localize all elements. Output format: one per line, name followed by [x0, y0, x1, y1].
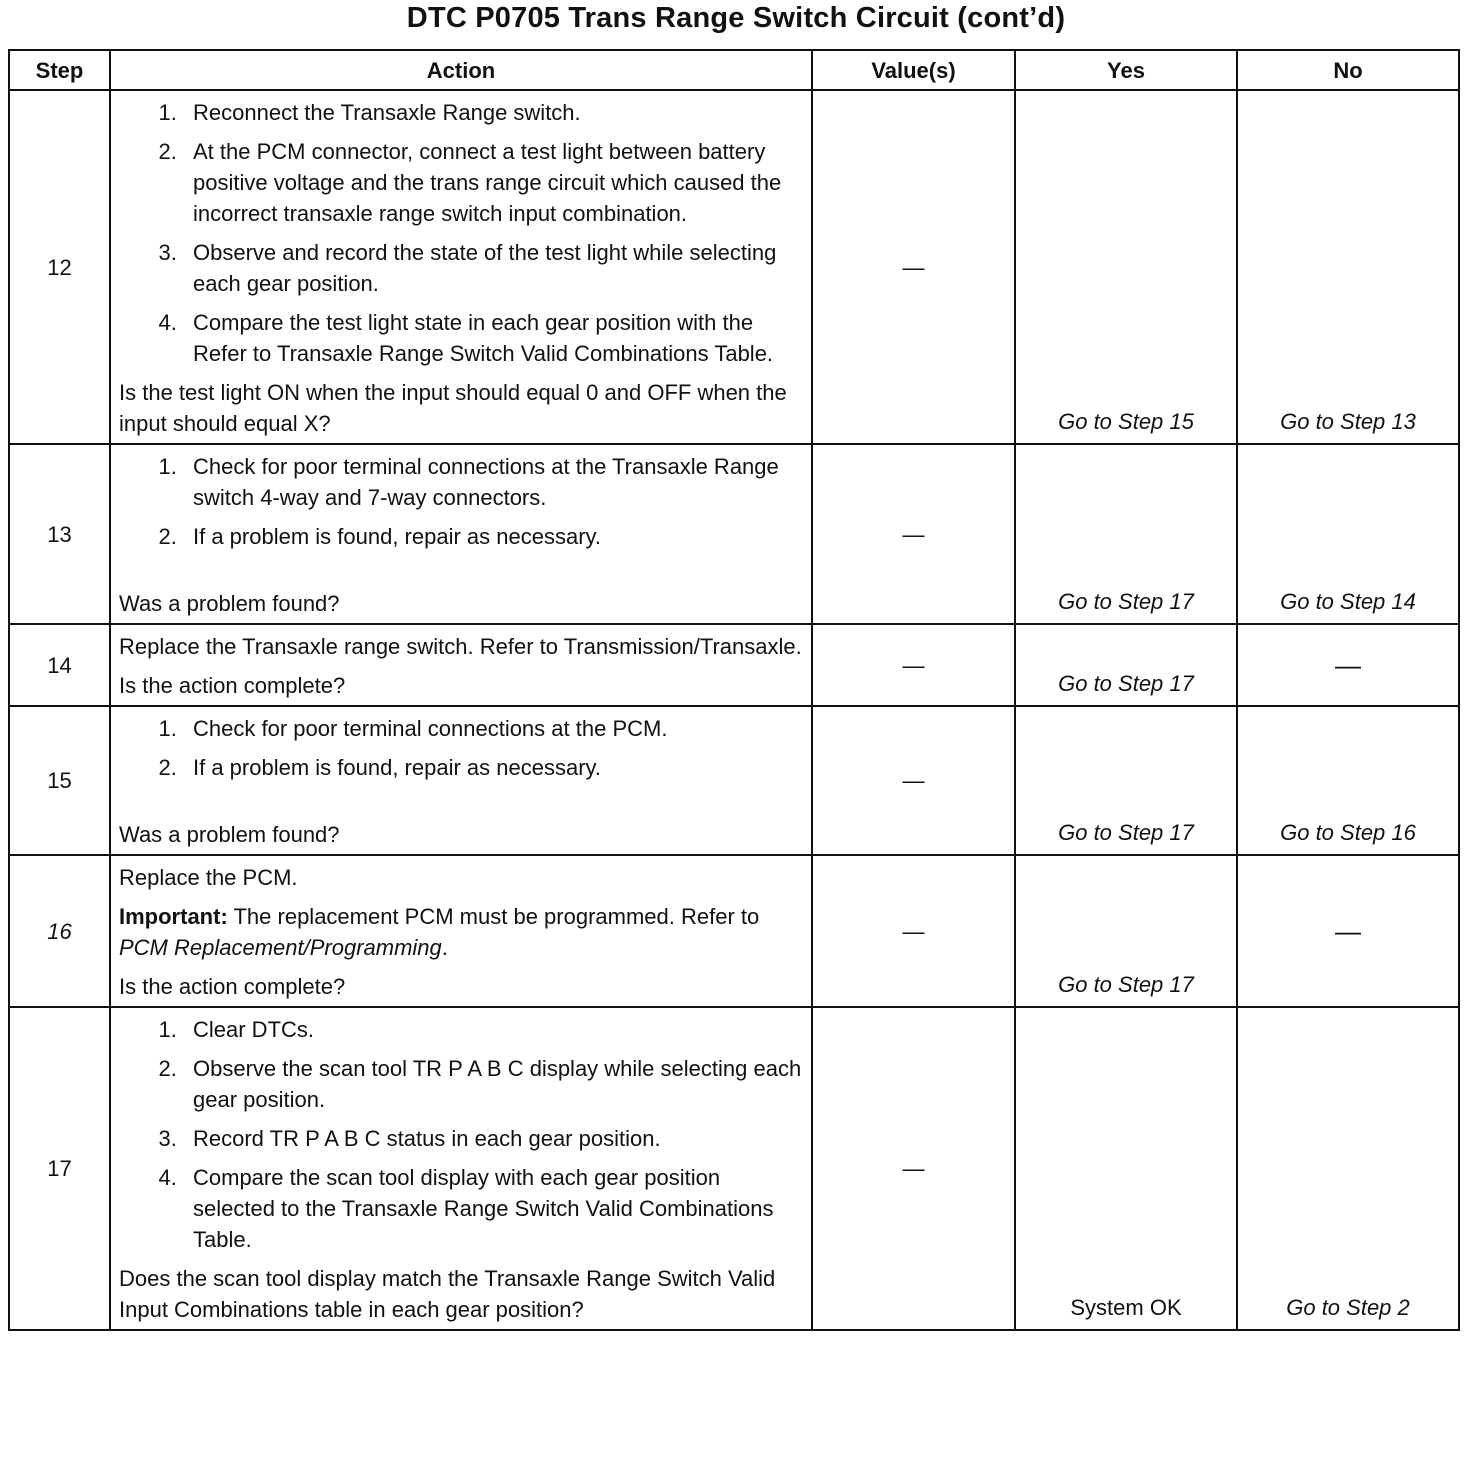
- table-row-step-17: [9, 1007, 1459, 1330]
- table-row-step-16: [9, 855, 1459, 1007]
- action-item: 1. Check for poor terminal connections at the Transaxle Range switch 4-way and 7-way connectors.: [183, 451, 803, 513]
- step-number: 17: [9, 1007, 110, 1330]
- no-cell: Go to Step 14: [1237, 444, 1459, 624]
- action-item: 4. Compare the test light state in each gear position with the Refer to Transaxle Range Switch Valid Combinations Table.: [183, 307, 803, 369]
- action-cell: [110, 90, 812, 444]
- table-row-step-15: [9, 706, 1459, 855]
- step-number: 15: [9, 706, 110, 855]
- table-row-step-14: [9, 624, 1459, 706]
- yes-cell: Go to Step 17: [1015, 444, 1237, 624]
- action-item: 1. Check for poor terminal connections at the PCM.: [183, 713, 803, 744]
- important-reference: PCM Replacement/Programming: [119, 935, 442, 960]
- action-cell: [110, 706, 812, 855]
- no-cell: Go to Step 13: [1237, 90, 1459, 444]
- action-item: 2. If a problem is found, repair as necessary.: [183, 521, 803, 552]
- question-text: Was a problem found?: [119, 591, 340, 616]
- column-header-values: Value(s): [812, 50, 1015, 90]
- action-item: 2. If a problem is found, repair as necessary.: [183, 752, 803, 783]
- no-cell: —: [1237, 624, 1459, 706]
- value-cell: —: [812, 90, 1015, 444]
- yes-cell: System OK: [1015, 1007, 1237, 1330]
- table-row-step-12: [9, 90, 1459, 444]
- value-cell: —: [812, 444, 1015, 624]
- action-text: Replace the PCM.: [119, 865, 298, 890]
- action-list: [119, 713, 803, 783]
- page-title: DTC P0705 Trans Range Switch Circuit (cont’d): [406, 2, 1066, 34]
- yes-cell: Go to Step 17: [1015, 624, 1237, 706]
- step-number: 13: [9, 444, 110, 624]
- action-item: 1. Reconnect the Transaxle Range switch.: [183, 97, 803, 128]
- header-row: [9, 50, 1459, 90]
- question-text: Is the action complete?: [119, 974, 346, 999]
- yes-cell: Go to Step 17: [1015, 706, 1237, 855]
- column-header-no: No: [1237, 50, 1459, 90]
- no-cell: Go to Step 2: [1237, 1007, 1459, 1330]
- yes-cell: Go to Step 17: [1015, 855, 1237, 1007]
- action-list: [119, 97, 803, 369]
- action-text: Replace the Transaxle range switch. Refer to Transmission/Transaxle.: [119, 634, 802, 659]
- action-cell: [110, 624, 812, 706]
- action-list: [119, 1014, 803, 1255]
- value-cell: —: [812, 1007, 1015, 1330]
- step-number: 12: [9, 90, 110, 444]
- action-list: [119, 451, 803, 552]
- table-row-step-13: [9, 444, 1459, 624]
- diagnostic-table: [8, 49, 1460, 1331]
- action-cell: [110, 444, 812, 624]
- question-text: Was a problem found?: [119, 822, 340, 847]
- step-number: 16: [9, 855, 110, 1007]
- action-item: 3. Observe and record the state of the test light while selecting each gear position.: [183, 237, 803, 299]
- step-number: 14: [9, 624, 110, 706]
- no-cell: Go to Step 16: [1237, 706, 1459, 855]
- question-text: Is the test light ON when the input should equal 0 and OFF when the input should equal X?: [119, 380, 787, 436]
- action-item: 3. Record TR P A B C status in each gear position.: [183, 1123, 803, 1154]
- spacer: [119, 791, 803, 819]
- question-text: Does the scan tool display match the Transaxle Range Switch Valid Input Combinations table in each gear position?: [119, 1266, 776, 1322]
- action-cell: [110, 1007, 812, 1330]
- value-cell: —: [812, 855, 1015, 1007]
- column-header-yes: Yes: [1015, 50, 1237, 90]
- no-cell: —: [1237, 855, 1459, 1007]
- action-item: 4. Compare the scan tool display with each gear position selected to the Transaxle Range Switch Valid Combinations Table.: [183, 1162, 803, 1255]
- value-cell: —: [812, 624, 1015, 706]
- action-cell: [110, 855, 812, 1007]
- spacer: [119, 560, 803, 588]
- action-item: 2. Observe the scan tool TR P A B C display while selecting each gear position.: [183, 1053, 803, 1115]
- value-cell: —: [812, 706, 1015, 855]
- question-text: Is the action complete?: [119, 673, 346, 698]
- important-text: The replacement PCM must be programmed. Refer to: [233, 904, 760, 929]
- important-label: Important:: [119, 904, 228, 929]
- action-item: 1. Clear DTCs.: [183, 1014, 803, 1045]
- column-header-step: Step: [9, 50, 110, 90]
- action-item: 2. At the PCM connector, connect a test light between battery positive voltage and the trans range circuit which caused the incorrect transaxle range switch input combination.: [183, 136, 803, 229]
- yes-cell: Go to Step 15: [1015, 90, 1237, 444]
- column-header-action: Action: [110, 50, 812, 90]
- important-note: Important: The replacement PCM must be programmed. Refer to PCM Replacement/Programming.: [119, 904, 760, 960]
